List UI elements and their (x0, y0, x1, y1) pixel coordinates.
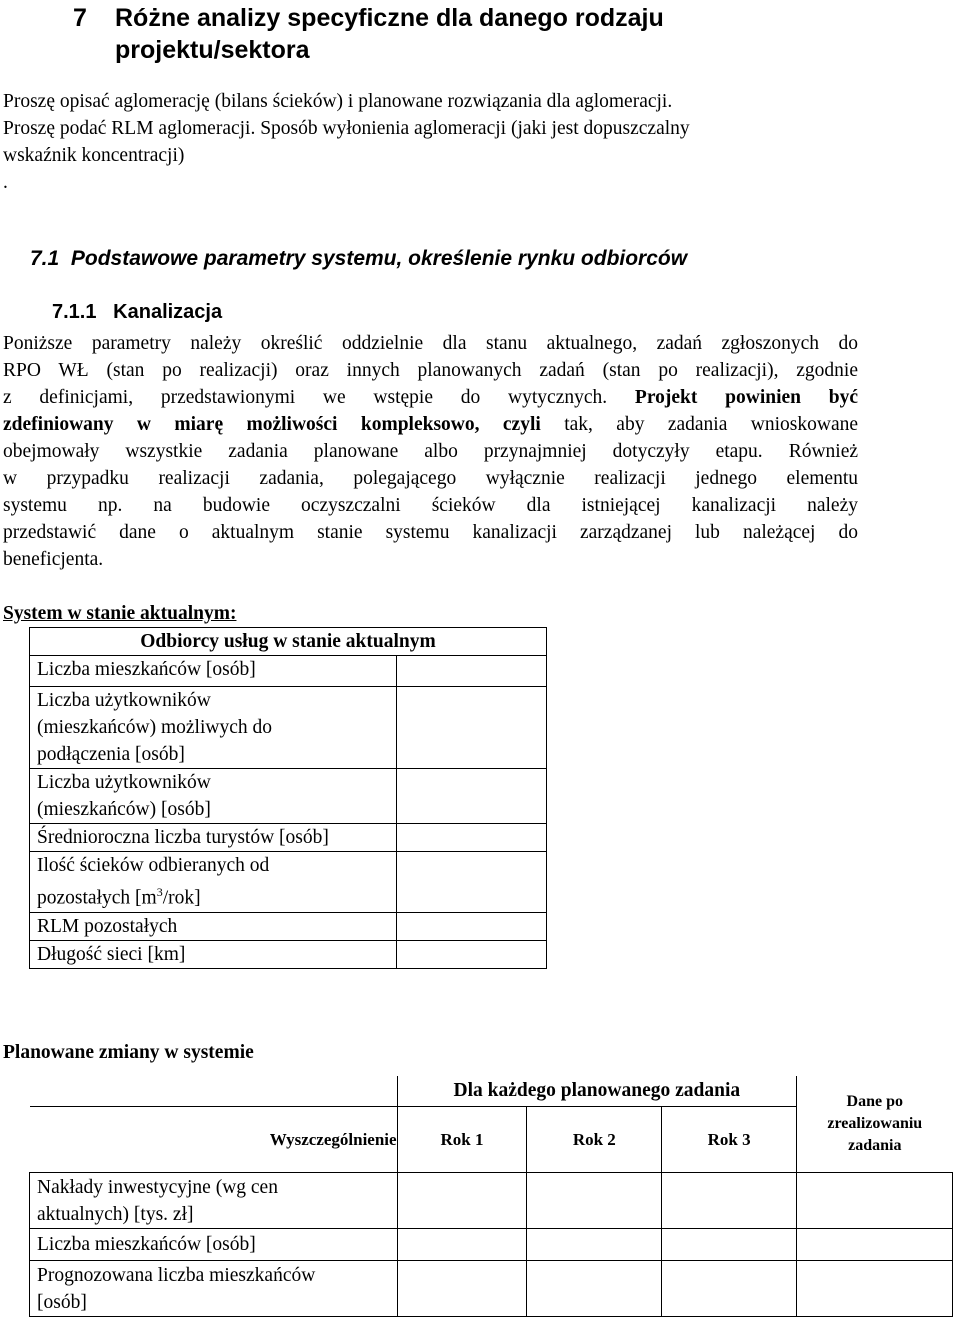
section-7-1-heading (30, 246, 687, 272)
current-table-header: Odbiorcy usług w stanie aktualnym (30, 628, 547, 656)
current-row-label: Liczba użytkowników (mieszkańców) możliwych do podłączenia [osób] (30, 687, 397, 769)
body-line4: zdefiniowany w miarę możliwości kompleksowo, czyli tak, aby zadania wnioskowane (3, 414, 859, 435)
current-row-label: RLM pozostałych (30, 912, 397, 940)
section-7-1-1-number: 7.1.1 (52, 301, 97, 323)
planned-cell[interactable] (662, 1228, 797, 1260)
planned-col-header: Wyszczególnienie (30, 1106, 398, 1172)
planned-cell[interactable] (662, 1260, 797, 1316)
planned-col-header: Rok 3 (662, 1106, 797, 1172)
current-row-value[interactable] (397, 852, 547, 913)
chapter-title (115, 2, 664, 66)
intro-line2: Proszę podać RLM aglomeracji. Sposób wyłonienia aglomeracji (jaki jest dopuszczalny (3, 118, 690, 139)
intro-line3: wskaźnik koncentracji) (3, 145, 185, 166)
planned-row-label: Nakłady inwestycyjne (wg cen aktualnych) [tys. zł] (30, 1172, 398, 1228)
chapter-heading (73, 2, 87, 34)
chapter-number: 7 (73, 4, 87, 32)
planned-cell[interactable] (797, 1260, 953, 1316)
body-line1: Poniższe parametry należy określić oddzielnie dla stanu aktualnego, zadań zgłoszonych do (3, 333, 858, 354)
planned-changes-heading: Planowane zmiany w systemie (3, 1042, 254, 1063)
current-row-value[interactable] (397, 769, 547, 824)
planned-cell[interactable] (397, 1172, 527, 1228)
planned-cell[interactable] (397, 1228, 527, 1260)
intro-paragraph (3, 88, 833, 196)
section-7-1-1-heading (52, 299, 222, 325)
current-row-label: Średnioroczna liczba turystów [osób] (30, 824, 397, 852)
section-7-1-1-title: Kanalizacja (113, 301, 223, 323)
planned-cell[interactable] (527, 1228, 662, 1260)
planned-row-label: Prognozowana liczba mieszkańców [osób] (30, 1260, 398, 1316)
section-7-1-number: 7.1 (30, 247, 60, 270)
planned-cell[interactable] (397, 1260, 527, 1316)
planned-group-header: Dla każdego planowanego zadania (397, 1076, 796, 1106)
current-row-value[interactable] (397, 824, 547, 852)
body-line3: z definicjami, przedstawionymi we wstępie do wytycznych. Projekt powinien być (3, 387, 859, 408)
body-line2: RPO WŁ (stan po realizacji) oraz innych planowanych zadań (stan po realizacji), zgodnie (3, 360, 858, 381)
body-line9: beneficjenta. (3, 549, 104, 570)
section-7-1-title: Podstawowe parametry systemu, określenie rynku odbiorców (70, 247, 688, 270)
body-line8: przedstawić dane o aktualnym stanie systemu kanalizacji zarządzanej lub należącej do (3, 522, 858, 543)
planned-col-header: Rok 1 (397, 1106, 527, 1172)
body-line7: systemu np. na budowie oczyszczalni ścieków dla istniejącej kanalizacji należy (3, 495, 858, 516)
planned-last-column-header: Dane po zrealizowaniu zadania (797, 1076, 953, 1172)
planned-row-label: Liczba mieszkańców [osób] (30, 1228, 398, 1260)
planned-cell[interactable] (527, 1172, 662, 1228)
planned-cell[interactable] (662, 1172, 797, 1228)
planned-cell[interactable] (797, 1228, 953, 1260)
planned-changes-table (29, 1076, 953, 1317)
current-row-label: Liczba użytkowników (mieszkańców) [osób] (30, 769, 397, 824)
current-row-value[interactable] (397, 687, 547, 769)
current-row-label: Liczba mieszkańców [osób] (30, 656, 397, 687)
body-line5: obejmowały wszystkie zadania planowane albo przynajmniej dotyczyły etapu. Również (3, 441, 859, 462)
current-system-table (29, 627, 547, 969)
planned-col-header: Rok 2 (527, 1106, 662, 1172)
planned-cell[interactable] (797, 1172, 953, 1228)
current-row-value[interactable] (397, 656, 547, 687)
planned-cell[interactable] (527, 1260, 662, 1316)
current-system-heading: System w stanie aktualnym: (3, 603, 237, 624)
body-paragraph (3, 330, 858, 573)
chapter-title-line2: projektu/sektora (115, 36, 310, 64)
body-line6: w przypadku realizacji zadania, polegającego wyłącznie realizacji jednego elementu (3, 468, 858, 489)
current-row-label: Ilość ścieków odbieranych od pozostałych $[m^3/rok]$ (30, 852, 397, 913)
current-row-value[interactable] (397, 940, 547, 968)
intro-line4: . (3, 172, 8, 193)
chapter-title-line1: Różne analizy specyficzne dla danego rodzaju (115, 4, 664, 32)
current-row-label: Długość sieci [km] (30, 940, 397, 968)
current-row-value[interactable] (397, 912, 547, 940)
intro-line1: Proszę opisać aglomerację (bilans ścieków) i planowane rozwiązania dla aglomeracji. (3, 91, 673, 112)
